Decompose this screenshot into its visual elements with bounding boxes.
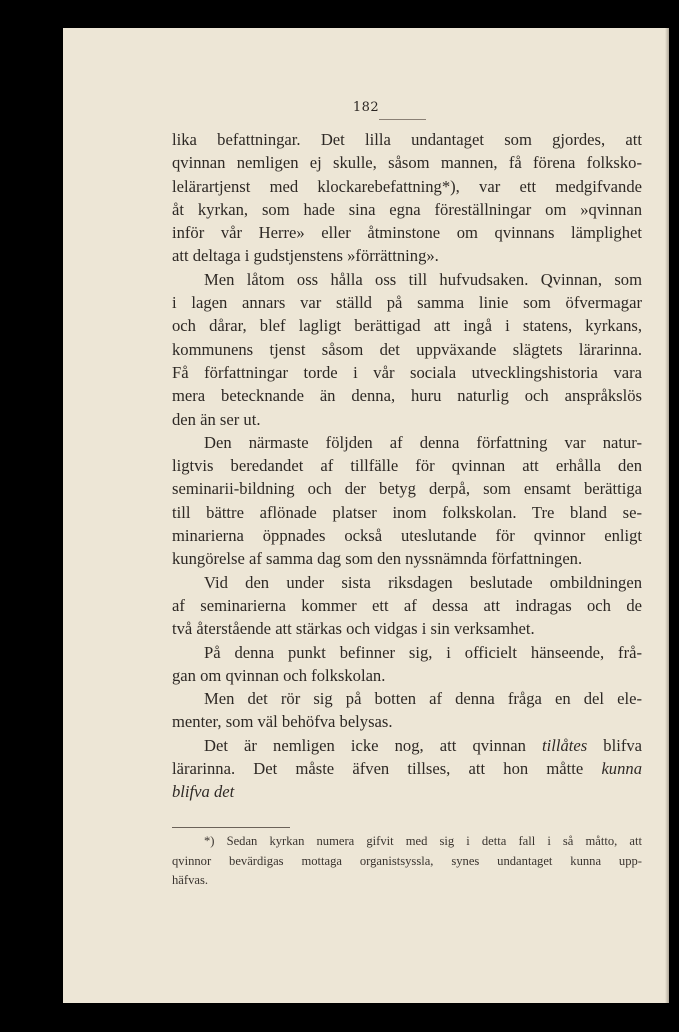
- footnote-line: häfvas.: [172, 873, 209, 887]
- body-line: kommunens tjenst såsom det uppväxande slägtets lärarinna.: [172, 339, 642, 359]
- body-line: mera betecknande än denna, huru naturlig och anspråkslös: [172, 386, 642, 406]
- page-edge-shadow: [665, 28, 669, 1003]
- footnote-line: *) Sedan kyrkan numera gifvit med sig i detta fall i så måtto, att: [204, 834, 642, 848]
- body-line: [172, 757, 642, 780]
- body-line: På denna punkt befinner sig, i officielt hänseende, frå-: [204, 642, 642, 662]
- body-line: åt kyrkan, som hade sina egna föreställningar om »qvinnan: [172, 199, 642, 219]
- body-text-run: lärarinna. Det måste äfven tillses, att hon måtte: [172, 759, 602, 779]
- body-line: Men låtom oss hålla oss till hufvudsaken. Qvinnan, som: [204, 269, 642, 289]
- body-line: två återstående att stärkas och vidgas i sin verksamhet.: [172, 619, 535, 639]
- body-line: inför vår Herre» eller åtminstone om qvinnans lämplighet: [172, 223, 642, 243]
- body-line: lika befattningar. Det lilla undantaget som gjordes, att: [172, 130, 642, 149]
- footnote: [172, 832, 642, 891]
- body-line: qvinnan nemligen ej skulle, såsom mannen, få förena folksko-: [172, 153, 642, 173]
- body-line: [172, 780, 642, 803]
- body-line: Men det rör sig på botten af denna fråga en del ele-: [204, 689, 642, 709]
- body-line: lelärartjenst med klockarebefattning*), var ett medgifvande: [172, 176, 642, 196]
- page-number: 182: [352, 100, 380, 115]
- book-page: [63, 28, 669, 1003]
- footnote-line: qvinnor bevärdigas mottaga organistsyssla, synes undantaget kunna upp-: [172, 853, 642, 868]
- body-line: att deltaga i gudstjenstens »förrättning».: [172, 246, 439, 266]
- body-line: Vid den under sista riksdagen beslutade ombildningen: [204, 572, 642, 592]
- body-line: i lagen annars var ställd på samma linie som öfvermagar: [172, 293, 642, 313]
- body-line: minarierna öppnades också uteslutande för qvinnor enligt: [172, 526, 642, 546]
- body-line: af seminarierna kommer ett af dessa att indragas och de: [172, 595, 642, 615]
- body-line: den än ser ut.: [172, 409, 261, 429]
- body-line: menter, som väl behöfva belysas.: [172, 712, 393, 732]
- emphasized-word: tillåtes: [542, 735, 588, 755]
- body-line: [172, 734, 642, 757]
- body-line: kungörelse af samma dag som den nyssnämnda författningen.: [172, 549, 583, 569]
- body-line: seminarii-bildning och der betyg derpå, som ensamt berättiga: [172, 479, 642, 499]
- emphasized-word: blifva det: [172, 782, 235, 802]
- body-line: och dårar, blef lagligt berättigad att ingå i statens, kyrkans,: [172, 316, 642, 336]
- page-number-rule: [379, 119, 426, 120]
- body-line: Få författningar torde i vår sociala utvecklingshistoria vara: [172, 362, 642, 382]
- body-line: ligtvis beredandet af tillfälle för qvinnan att erhålla den: [172, 456, 642, 476]
- body-line: Den närmaste följden af denna författning var natur-: [204, 432, 642, 452]
- emphasized-word: kunna: [601, 759, 642, 779]
- body-line: gan om qvinnan och folkskolan.: [172, 665, 386, 685]
- body-text-run: blifva: [587, 735, 643, 755]
- body-line: till bättre aflönade platser inom folkskolan. Tre bland se-: [172, 502, 642, 522]
- footnote-rule: [172, 827, 290, 828]
- body-text-run: Det är nemligen icke nog, att qvinnan: [204, 735, 543, 755]
- body-text: [172, 128, 642, 804]
